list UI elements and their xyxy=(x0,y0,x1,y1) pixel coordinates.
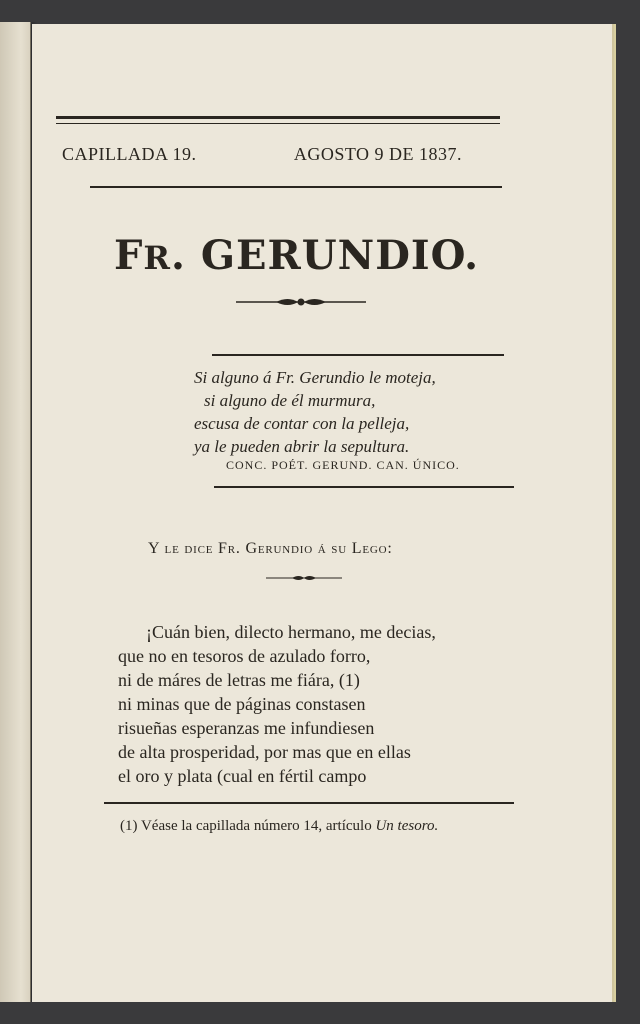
book-page xyxy=(32,24,612,1002)
masthead-prefix-dot: . xyxy=(171,232,186,279)
poem-line: ni minas que de páginas constasen xyxy=(118,694,366,714)
poem-line: ¡Cuán bien, dilecto hermano, me decias, xyxy=(146,622,436,642)
poem-line: que no en tesoros de azulado forro, xyxy=(118,646,371,666)
epigraph-line: Si alguno á Fr. Gerundio le moteja, xyxy=(194,368,436,387)
poem-line: risueñas esperanzas me infundiesen xyxy=(118,718,375,738)
epigraph-line: escusa de contar con la pelleja, xyxy=(194,414,410,433)
masthead-prefix-f: F xyxy=(114,232,144,279)
issue-header xyxy=(62,144,462,165)
epigraph-top-rule xyxy=(212,354,504,356)
masthead-name: GERUNDIO. xyxy=(200,232,480,279)
masthead-title xyxy=(114,232,514,279)
issue-date: AGOSTO 9 DE 1837. xyxy=(293,144,462,164)
epigraph-bottom-rule xyxy=(214,486,514,488)
footnote xyxy=(120,818,438,835)
header-rule xyxy=(90,186,502,188)
top-double-rule xyxy=(56,116,500,124)
epigraph-line: si alguno de él murmura, xyxy=(204,391,376,410)
footnote-rule xyxy=(104,802,514,804)
epigraph-attribution: CONC. POÉT. GERUND. CAN. ÚNICO. xyxy=(226,458,460,472)
poem-line: ni de máres de letras me fiára, (1) xyxy=(118,670,360,690)
masthead-ornament-icon xyxy=(236,294,366,310)
section-ornament-icon xyxy=(266,573,342,583)
poem-line: el oro y plata (cual en fértil campo xyxy=(118,766,367,786)
section-heading: Y le dice Fr. Gerundio á su Lego: xyxy=(148,540,393,557)
previous-page-edge xyxy=(0,22,31,1002)
poem-line: de alta prosperidad, por mas que en ellas xyxy=(118,742,411,762)
footnote-text: (1) Véase la capillada número 14, artículo xyxy=(120,818,376,834)
poem-body xyxy=(118,620,548,788)
footnote-emphasis: Un tesoro. xyxy=(375,818,439,834)
epigraph xyxy=(194,366,514,458)
epigraph-line: ya le pueden abrir la sepultura. xyxy=(194,437,410,456)
masthead-prefix-r: R xyxy=(143,239,171,277)
issue-number: CAPILLADA 19. xyxy=(62,144,197,164)
